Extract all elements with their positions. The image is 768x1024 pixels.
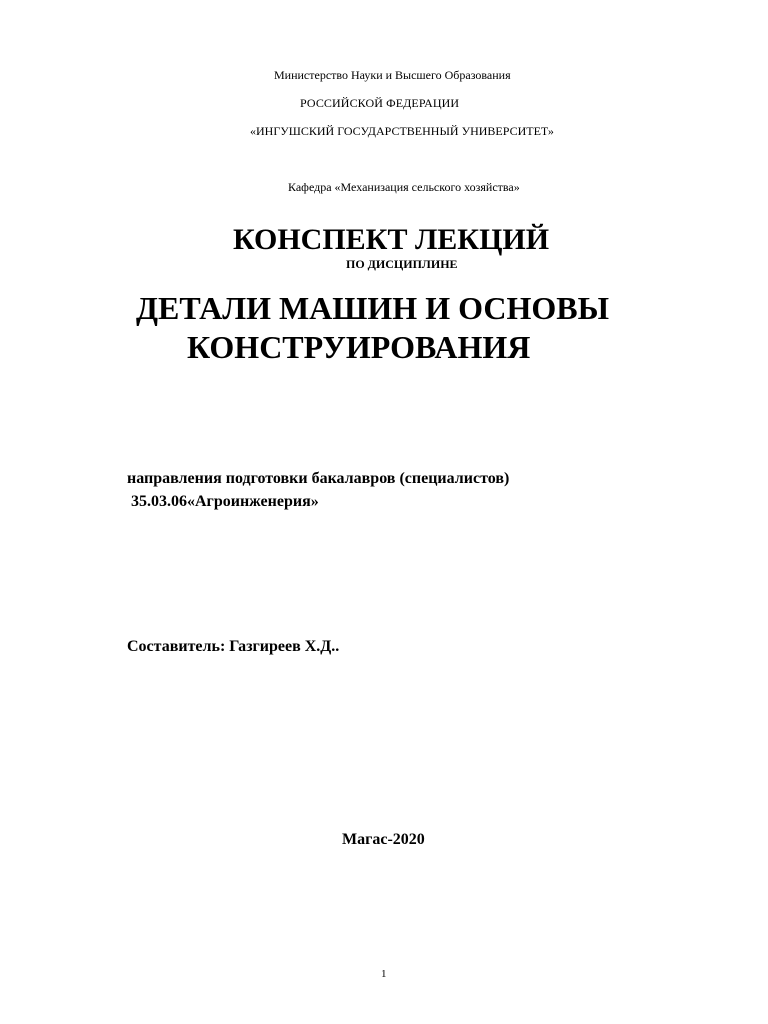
federation-name: РОССИЙСКОЙ ФЕДЕРАЦИИ [300,96,460,110]
discipline-subtitle: ПО ДИСЦИПЛИНЕ [346,257,458,271]
discipline-title-line-2: КОНСТРУИРОВАНИЯ [187,329,531,365]
department-name: Кафедра «Механизация сельского хозяйства» [288,180,520,194]
program-code: 35.03.06«Агроинженерия» [131,493,319,510]
document-type-title: КОНСПЕКТ ЛЕКЦИЙ [233,223,550,256]
ministry-name: Министерство Науки и Высшего Образования [274,68,511,82]
university-name: «ИНГУШСКИЙ ГОСУДАРСТВЕННЫЙ УНИВЕРСИТЕТ» [250,124,554,138]
training-direction: направления подготовки бакалавров (специалистов) [127,470,510,487]
compiler-name: Составитель: Газгиреев Х.Д.. [127,638,340,655]
discipline-title-line-1: ДЕТАЛИ МАШИН И ОСНОВЫ [136,290,610,326]
place-and-year: Магас-2020 [342,831,425,848]
page-number: 1 [381,968,387,980]
